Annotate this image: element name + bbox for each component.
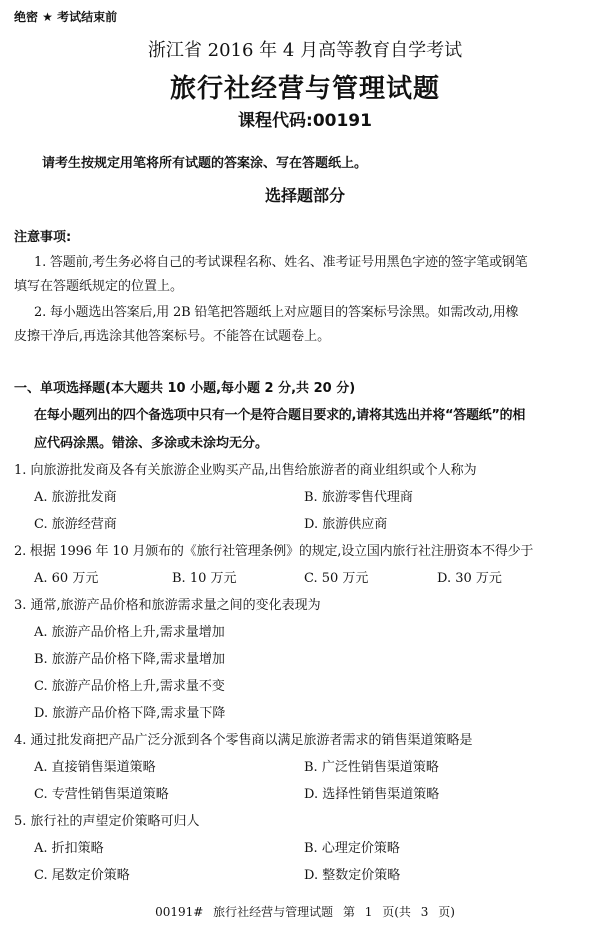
exam-line: 浙江省 2016 年 4 月高等教育自学考试 xyxy=(147,40,463,61)
note-2-line-1: 2. 每小题选出答案后,用 2B 铅笔把答题纸上对应题目的答案标号涂黑。如需改动,用橡 xyxy=(34,305,519,320)
question-4-option-b: B. 广泛性销售渠道策略 xyxy=(304,760,439,775)
question-2-option-a: A. 60 万元 xyxy=(34,571,99,586)
course-code: 课程代码:00191 xyxy=(238,111,372,131)
question-5-option-a: A. 折扣策略 xyxy=(34,841,104,856)
part1-desc-line-1: 在每小题列出的四个备选项中只有一个是符合题目要求的,请将其选出并将“答题纸”的相 xyxy=(34,408,526,423)
question-2-option-c: C. 50 万元 xyxy=(304,571,369,586)
question-4-stem: 4. 通过批发商把产品广泛分派到各个零售商以满足旅游者需求的销售渠道策略是 xyxy=(14,733,473,748)
part1-desc-line-2: 应代码涂黑。错涂、多涂或未涂均无分。 xyxy=(34,436,269,451)
confidential-mark: 绝密 ★ 考试结束前 xyxy=(14,10,118,24)
page-footer: 00191# 旅行社经营与管理试题 第 1 页(共 3 页) xyxy=(155,905,455,919)
note-1-line-1: 1. 答题前,考生务必将自己的考试课程名称、姓名、准考证号用黑色字迹的签字笔或钢笔 xyxy=(34,255,528,270)
question-4-option-c: C. 专营性销售渠道策略 xyxy=(34,787,169,802)
question-4-option-d: D. 选择性销售渠道策略 xyxy=(304,787,440,802)
question-3-stem: 3. 通常,旅游产品价格和旅游需求量之间的变化表现为 xyxy=(14,598,321,613)
question-1-option-c: C. 旅游经营商 xyxy=(34,517,117,532)
question-5-stem: 5. 旅行社的声望定价策略可归人 xyxy=(14,814,200,829)
question-1-stem: 1. 向旅游批发商及各有关旅游企业购买产品,出售给旅游者的商业组织或个人称为 xyxy=(14,463,477,478)
question-1-option-b: B. 旅游零售代理商 xyxy=(304,490,413,505)
question-4-option-a: A. 直接销售渠道策略 xyxy=(34,760,156,775)
question-3-option-a: A. 旅游产品价格上升,需求量增加 xyxy=(34,625,225,640)
question-2-stem: 2. 根据 1996 年 10 月颁布的《旅行社管理条例》的规定,设立国内旅行社注册资本不得少于 xyxy=(14,544,534,559)
note-1-line-2: 填写在答题纸规定的位置上。 xyxy=(14,279,184,294)
answer-instruction: 请考生按规定用笔将所有试题的答案涂、写在答题纸上。 xyxy=(42,156,368,171)
question-3-option-b: B. 旅游产品价格下降,需求量增加 xyxy=(34,652,225,667)
question-3-option-d: D. 旅游产品价格下降,需求量下降 xyxy=(34,706,226,721)
note-2-line-2: 皮擦干净后,再选涂其他答案标号。不能答在试题卷上。 xyxy=(14,329,331,344)
question-1-option-d: D. 旅游供应商 xyxy=(304,517,388,532)
question-2-option-d: D. 30 万元 xyxy=(437,571,502,586)
section-title: 选择题部分 xyxy=(264,186,345,205)
page-title: 旅行社经营与管理试题 xyxy=(169,74,440,104)
question-5-option-c: C. 尾数定价策略 xyxy=(34,868,130,883)
question-3-option-c: C. 旅游产品价格上升,需求量不变 xyxy=(34,679,225,694)
question-2-option-b: B. 10 万元 xyxy=(172,571,237,586)
notes-heading: 注意事项: xyxy=(14,230,72,245)
question-5-option-b: B. 心理定价策略 xyxy=(304,841,400,856)
question-1-option-a: A. 旅游批发商 xyxy=(34,490,117,505)
question-5-option-d: D. 整数定价策略 xyxy=(304,868,401,883)
part1-heading: 一、单项选择题(本大题共 10 小题,每小题 2 分,共 20 分) xyxy=(14,381,356,396)
